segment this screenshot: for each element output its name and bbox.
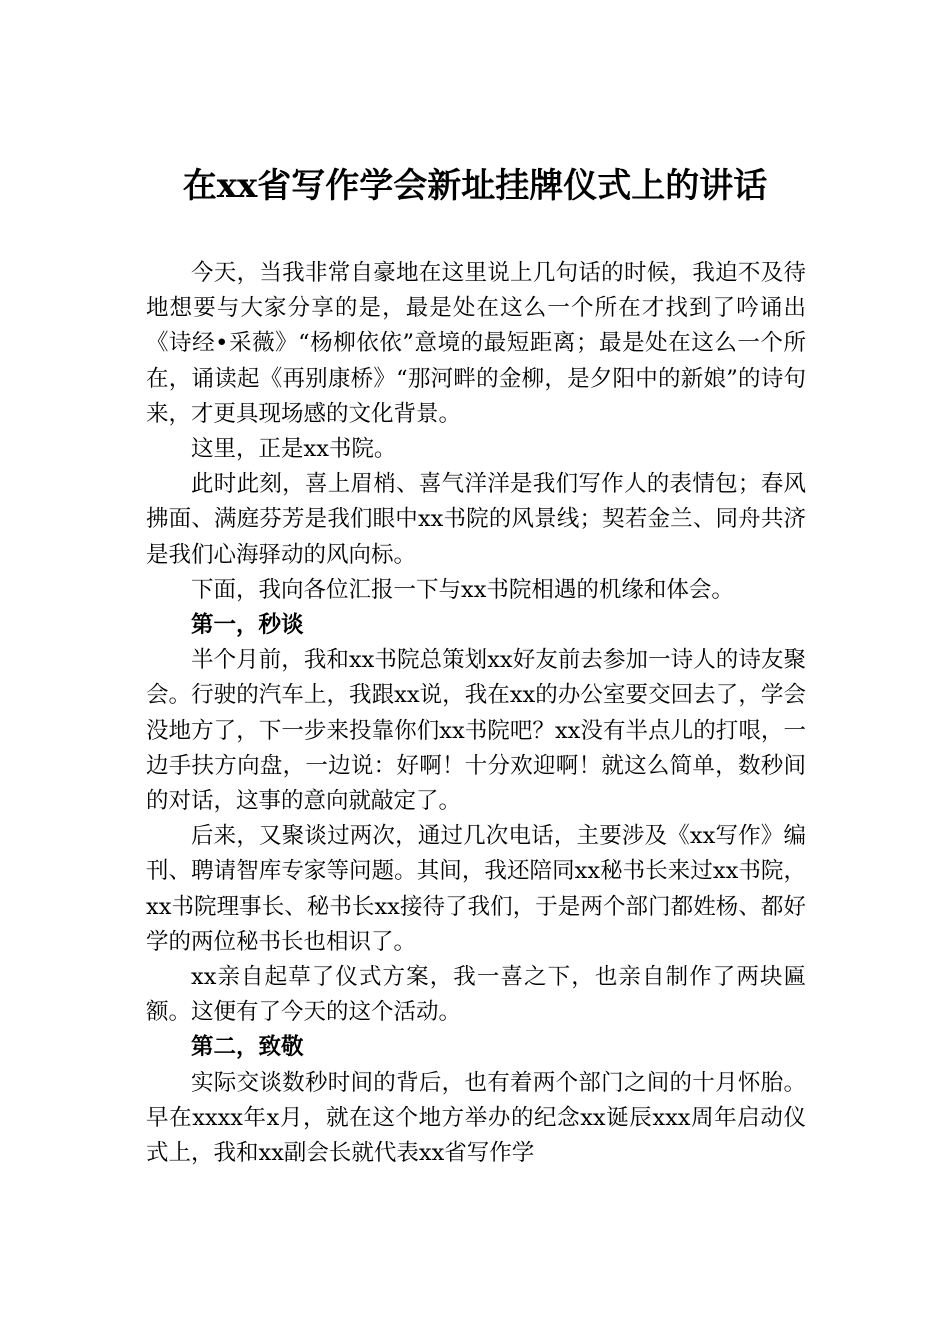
- document-title: 在xx省写作学会新址挂牌仪式上的讲话: [182, 166, 768, 206]
- paragraph: 后来，又聚谈过两次，通过几次电话，主要涉及《xx写作》编刊、聘请智库专家等问题。其间，我还陪同xx秘书长来过xx书院，xx书院理事长、秘书长xx接待了我们，于是两个部门都姓杨、都好学的两位秘书长也相识了。: [146, 823, 806, 955]
- paragraph: 实际交谈数秒时间的背后，也有着两个部门之间的十月怀胎。早在xxxx年x月，就在这个地方举办的纪念xx诞辰xxx周年启动仪式上，我和xx副会长就代表xx省写作学: [146, 1069, 806, 1167]
- paragraph: 这里，正是xx书院。: [191, 436, 397, 463]
- paragraph: 下面，我向各位汇报一下与xx书院相遇的机缘和体会。: [191, 576, 734, 603]
- section-heading: 第二，致敬: [191, 1034, 304, 1061]
- section-heading: 第一，秒谈: [191, 612, 304, 639]
- paragraph: xx亲自起草了仪式方案，我一喜之下，也亲自制作了两块匾额。这便有了今天的这个活动。: [146, 964, 806, 1026]
- paragraph: 半个月前，我和xx书院总策划xx好友前去参加一诗人的诗友聚会。行驶的汽车上，我跟xx说，我在xx的办公室要交回去了，学会没地方了，下一步来投靠你们xx书院吧？xx没有半点儿的打哏，一边手扶方向盘，一边说：好啊！十分欢迎啊！就这么简单，数秒间的对话，这事的意向就敲定了。: [146, 647, 806, 815]
- paragraph: 今天，当我非常自豪地在这里说上几句话的时候，我迫不及待地想要与大家分享的是，最是处在这么一个所在才找到了吟诵出《诗经•采薇》“杨柳依依”意境的最短距离；最是处在这么一个所在，诵读起《再别康桥》“那河畔的金柳，是夕阳中的新娘”的诗句来，才更具现场感的文化背景。: [146, 260, 806, 427]
- document-body: [146, 256, 806, 1171]
- paragraph: 此时此刻，喜上眉梢、喜气洋洋是我们写作人的表情包；春风拂面、满庭芬芳是我们眼中xx书院的风景线；契若金兰、同舟共济是我们心海驿动的风向标。: [146, 471, 806, 568]
